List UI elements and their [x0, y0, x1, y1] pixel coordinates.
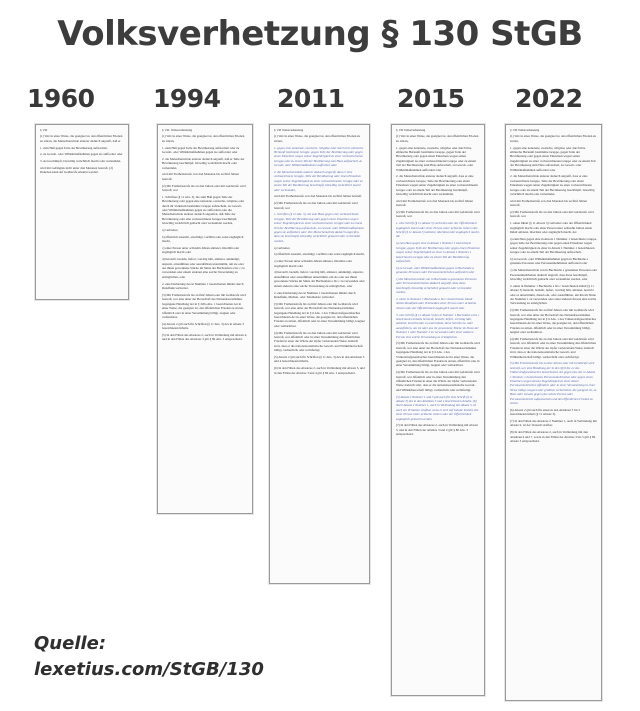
law-paragraph: 2. eine Darbietung des in Nummer 1 bezeichneten Inhalts durch Rundfunk, Medien- oder Teledienste verbreitet.: [274, 290, 356, 299]
law-paragraph: (5) In den Fällen des Absatzes 2, auch in Verbindung mit Absatz 4, und in den Fällen des Absatzes 3 gilt § 86 Abs. 3 entsprechend.: [162, 332, 248, 342]
law-paragraph: wird mit Freiheitsstrafe von drei Monaten bis zu fünf Jahren bestraft.: [510, 198, 587, 208]
law-paragraph: (5) Absatz 2 Nummer 1 und 3 gilt auch für eine Schrift (§ 11 Absatz 3) des in den Absätzen 3 und 4 bezeichneten Inhalts. (6) Nach Absatz 2 Nummer 1, auch in Verbindung mit Absatz 5, ist auch ein Verhalten strafbar, wenn es sich auf Inhalte bezieht, die einer Person unter achtzehn Jahren oder der Öffentlichkeit zugänglich gemacht werden.: [396, 394, 479, 421]
law-paragraph: b) öffentlich ausstellt, anschlägt, vorführt oder sonst zugänglich macht,: [162, 234, 244, 244]
law-paragraph: 1. einen Inhalt (§ 11 Absatz 3) verbreitet oder der Öffentlichkeit zugänglich macht oder einer Person unter achtzehn Jahren einen Inhalt anbietet, überlässt oder zugänglich macht, der: [510, 221, 592, 235]
law-paragraph: (1) Wer in einer Weise, die geeignet ist, den öffentlichen Frieden zu stören, die Menschenwürde anderer dadurch angreift, daß er: [40, 134, 123, 143]
law-paragraph: c) einer Person unter achtzehn Jahren anbietet, überlässt oder zugänglich macht oder: [274, 259, 352, 268]
law-paragraph: (3) Mit Freiheitsstrafe bis zu fünf Jahren oder mit Geldstrafe wird bestraft, wer eine unter der Herrschaft des Nationalsozialismus begangene Handlung der in § 6 Abs. 1 des Völkerstrafgesetzbuches bezeichneten Art in einer Weise, die geeignet ist, den öffentlichen Frieden zu stören, öffentlich oder in einer Versammlung billigt, leugnet oder verharmlost.: [274, 301, 365, 328]
law-paragraph: (7) In den Fällen des Absatzes 2 Nummer 1, auch in Verbindung mit Absatz 6, ist der Versuch strafbar.: [510, 419, 597, 428]
law-paragraph: a) zum Hass gegen eine in Absatz 1 Nummer 1 bezeichnete Gruppe, gegen Teile der Bevölkerung oder gegen einen Einzelnen wegen seiner Zugehörigkeit zu einer in Absatz 1 Nummer 1 bezeichneten Gruppe oder zu einem Teil der Bevölkerung aufstachelt,: [396, 241, 480, 263]
law-paragraph: (1) Wer in einer Weise, die geeignet ist, den öffentlichen Frieden zu stören,: [510, 134, 597, 143]
law-text-column-2011: [269, 124, 370, 584]
law-paragraph: (1) Wer in einer Weise, die geeignet ist, den öffentlichen Frieden zu stören,: [274, 134, 361, 143]
law-paragraph: 2. die Menschenwürde anderer dadurch angreift, dass er eine vorbezeichnete Gruppe, Teile der Bevölkerung oder einen Einzelnen wegen seiner Zugehörigkeit zu einer vorbezeichneten Gruppe oder zu einem Teil der Bevölkerung beschimpft, böswillig verächtlich macht oder verleumdet,: [510, 174, 595, 197]
law-paragraph: 1. gegen eine nationale, rassische, religiöse oder durch ihre ethnische Herkunft bestimmte Gruppe, gegen Teile der Bevölkerung oder gegen einen Einzelnen wegen seiner Zugehörigkeit zu einer vorbezeichneten Gruppe oder zu einem Teil der Bevölkerung zum Hass aufstachelt, zu Gewalt- oder Willkürmaßnahmen auffordert oder: [510, 145, 596, 172]
law-paragraph: a) verbreitet,: [162, 228, 179, 233]
law-paragraph: (1) Wer in einer Weise, die geeignet ist, den öffentlichen Frieden zu stören,: [162, 134, 245, 143]
law-paragraph: (2) Mit Freiheitsstrafe bis zu drei Jahren oder mit Geldstrafe wird bestraft, wer: [510, 210, 594, 219]
law-paragraph: 2. die Menschenwürde anderer dadurch angreift, daß er Teile der Bevölkerung beschimpft, böswillig verächtlich macht oder verleumdet,: [162, 156, 245, 170]
law-paragraph: (4) Mit Freiheitsstrafe bis zu drei Jahren oder mit Geldstrafe wird bestraft, wer öffentlich oder in einer Versammlung den öffentlichen Frieden in einer die Würde der Opfer verletzenden Weise dadurch stört, dass er die nationalsozialistische Gewalt- und Willkürherrschaft billigt, verherrlicht oder rechtfertigt.: [274, 330, 363, 353]
law-paragraph: (4) Absatz 2 gilt auch für Schriften (§ 11 Abs. 3) des in Absatz 3 bezeichneten Inhalts.: [162, 321, 244, 331]
year-label-2011: 2011: [277, 84, 345, 113]
law-paragraph: a) zum Hass gegen eine in Absatz 1 Nummer 1 bezeichnete Gruppe, gegen Teile der Bevölkerung oder gegen einen Einzelnen wegen seiner Zugehörigkeit zu einer in Absatz 1 Nummer 1 bezeichneten Gruppe oder zu einem Teil der Bevölkerung aufstachelt,: [510, 236, 597, 255]
law-text-column-1960: [35, 124, 129, 300]
law-paragraph: 1. zum Haß gegen Teile der Bevölkerung aufstachelt,: [40, 145, 108, 150]
section-heading: § 130 Volksverhetzung: [274, 128, 304, 132]
source-citation: [34, 631, 264, 683]
law-paragraph: c) die Menschenwürde von in Buchstabe a genannten Personen oder Personenmehrheiten dadurch angreift, dass diese beschimpft, böswillig verächtlich gemacht oder verleumdet werden,: [396, 276, 477, 295]
section-heading: § 130: [40, 128, 48, 132]
law-paragraph: (7) In den Fällen des Absatzes 2, auch in Verbindung mit Absatz 5, und in den Fällen der Absätze 3 und 4 gilt § 86 Abs. 3 entsprechend.: [396, 423, 478, 437]
law-paragraph: 1. zum Haß gegen Teile der Bevölkerung aufstachelt oder zu Gewalt- oder Willkürmaßnahmen gegen sie auffordert oder: [162, 145, 240, 155]
law-text-column-2015: [391, 124, 485, 696]
law-paragraph: (2) Mit Freiheitsstrafe bis zu drei Jahren oder mit Geldstrafe wird bestraft, wer: [162, 183, 246, 193]
law-paragraph: wird mit Freiheitsstrafe von drei Monaten bis zu fünf Jahren bestraft.: [162, 172, 239, 181]
section-heading: § 130 Volksverhetzung: [510, 128, 540, 132]
law-paragraph: 3. sie beschimpft, böswillig verächtlich macht oder verleumdet,: [40, 159, 122, 164]
law-paragraph: 2. zu Gewalt- oder Willkürmaßnahmen gegen sie auffordert oder: [40, 152, 123, 157]
law-paragraph: 1. gegen eine nationale, rassische, religiöse oder durch ihre ethnische Herkunft bestimmte Gruppe, gegen Teile der Bevölkerung oder gegen einen Einzelnen wegen seiner Zugehörigkeit zu einer vorbezeichneten Gruppe oder zu einem Teil der Bevölkerung zum Hass aufstachelt, zu Gewalt- oder Willkürmaßnahmen auffordert oder: [396, 145, 476, 172]
law-paragraph: wird mit Gefängnis nicht unter drei Monaten bestraft. (2) Daneben kann auf Geldstrafe erkannt werden.: [40, 166, 113, 175]
law-paragraph: (4) Mit Freiheitsstrafe bis zu drei Jahren oder mit Geldstrafe wird bestraft, wer öffentlich oder in einer Versammlung den öffentlichen Frieden in einer die Würde der Opfer verletzenden Weise dadurch stört, dass er die nationalsozialistische Gewalt- und Willkürherrschaft billigt, verherrlicht oder rechtfertigt.: [396, 370, 480, 392]
law-paragraph: (3) Mit Freiheitsstrafe bis zu fünf Jahren oder mit Geldstrafe wird bestraft, wer eine unter der Herrschaft des Nationalsozialismus begangene Handlung der in § 6 Abs. 1 des Völkerstrafgesetzbuches bezeichneten Art in einer Weise, die geeignet ist, den öffentlichen Frieden zu stören, öffentlich oder in einer Versammlung billigt, leugnet oder verharmlost.: [396, 341, 480, 368]
law-paragraph: b) öffentlich ausstellt, anschlägt, vorführt oder sonst zugänglich macht,: [274, 252, 365, 257]
law-paragraph: 1. gegen eine nationale, rassische, religiöse oder durch ihre ethnische Herkunft bestimmte Gruppe, gegen Teile der Bevölkerung oder gegen einen Einzelnen wegen seiner Zugehörigkeit zu einer vorbezeichneten Gruppe oder zu einem Teil der Bevölkerung zum Hass aufstachelt, zu Gewalt- oder Willkürmaßnahmen auffordert oder: [274, 145, 364, 168]
law-paragraph: (3) Mit Freiheitsstrafe bis zu fünf Jahren oder mit Geldstrafe wird bestraft, wer eine unter der Herrschaft des Nationalsozialismus begangene Handlung der in § 220a Abs. 1 bezeichneten Art in einer Weise, die geeignet ist, den öffentlichen Frieden zu stören, öffentlich oder in einer Versammlung billigt, leugnet oder verharmlost.: [162, 292, 246, 319]
law-paragraph: wird mit Freiheitsstrafe von drei Monaten bis zu fünf Jahren bestraft.: [396, 198, 473, 208]
law-paragraph: c) die Menschenwürde von in Buchstabe a genannten Personen oder Personenmehrheiten dadurch angreift, dass diese beschimpft, böswillig verächtlich gemacht oder verleumdet werden, oder: [510, 268, 598, 281]
law-paragraph: (4) Mit Freiheitsstrafe bis zu drei Jahren oder mit Geldstrafe wird bestraft, wer öffentlich oder in einer Versammlung den öffentlichen Frieden in einer die Würde der Opfer verletzenden Weise dadurch stört, dass er die nationalsozialistische Gewalt- und Willkürherrschaft billigt, verherrlicht oder rechtfertigt.: [510, 336, 596, 359]
law-paragraph: 3. eine Schrift (§ 11 Absatz 3) des in Nummer 1 Buchstabe a bis c bezeichneten Inhalts herstellt, bezieht, liefert, vorrätig hält, anbietet, bewirbt oder es unternimmt, diese Schrift ein- oder auszuführen, um sie oder aus ihr gewonnene Stücke im Sinne der Nummer 1 oder Nummer 2 zu verwenden oder einer anderen Person eine solche Verwendung zu ermöglichen.: [396, 312, 480, 339]
law-paragraph: a) verbreitet,: [274, 245, 291, 250]
law-paragraph: (1) Wer in einer Weise, die geeignet ist, den öffentlichen Frieden zu stören,: [396, 134, 479, 143]
law-paragraph: (3) Mit Freiheitsstrafe bis zu fünf Jahren oder mit Geldstrafe wird bestraft, wer eine unter der Herrschaft des Nationalsozialismus begangene Handlung der in § 6 Abs. 1 des Völkerstrafgesetzbuches bezeichneten Art in einer Weise, die geeignet ist, den öffentlichen Frieden zu stören, öffentlich oder in einer Versammlung billigt, leugnet oder verharmlost.: [510, 308, 596, 335]
page-title: Volksverhetzung § 130 StGB: [57, 14, 583, 54]
law-paragraph: (6) In den Fällen des Absatzes 2, auch in Verbindung mit Absatz 5, und in den Fällen der Absätze 3 und 4 gilt § 86 Abs. 3 entsprechend.: [274, 366, 365, 375]
law-paragraph: c) einer Person unter achtzehn Jahren anbietet, überläßt oder zugänglich macht oder: [162, 246, 240, 255]
law-paragraph: 2. die Menschenwürde anderer dadurch angreift, dass er eine vorbezeichnete Gruppe, Teile der Bevölkerung oder einen Einzelnen wegen seiner Zugehörigkeit zu einer vorbezeichneten Gruppe oder zu einem Teil der Bevölkerung beschimpft, böswillig verächtlich macht oder verleumdet,: [274, 170, 363, 192]
law-paragraph: d) herstellt, bezieht, liefert, vorrätig hält, anbietet, ankündigt, anpreist, einzuführen oder auszuführen unternimmt, um sie oder aus ihnen gewonnene Stücke im Sinne der Buchstaben a bis c zu verwenden oder einem anderen eine solche Verwendung zu ermöglichen, oder: [162, 257, 245, 279]
law-paragraph: d) herstellt, bezieht, liefert, vorrätig hält, anbietet, ankündigt, anpreist, einzuführen oder auszuführen unternimmt, um sie oder aus ihnen gewonnene Stücke im Sinne der Buchstaben a bis c zu verwenden oder einem anderen eine solche Verwendung zu ermöglichen, oder: [274, 270, 365, 288]
section-heading: § 130. Volksverhetzung: [162, 128, 193, 132]
source-url: lexetius.com/StGB/130: [34, 659, 264, 680]
law-text-column-1994: [157, 124, 253, 514]
law-paragraph: 2. eine Darbietung des in Nummer 1 bezeichneten Inhalts durch Rundfunk verbreitet.: [162, 281, 244, 291]
law-paragraph: 2. die Menschenwürde anderer dadurch angreift, dass er eine vorbezeichnete Gruppe, Teile der Bevölkerung oder einen Einzelnen wegen seiner Zugehörigkeit zu einer vorbezeichneten Gruppe oder zu einem Teil der Bevölkerung beschimpft, böswillig verächtlich macht oder verleumdet,: [396, 174, 478, 197]
law-paragraph: 1. Schriften (§ 11 Abs. 3), die zum Haß gegen Teile der Bevölkerung oder gegen eine nationale, rassische, religiöse oder durch ihr Volkstum bestimmte Gruppe aufstacheln, zu Gewalt- oder Willkürmaßnahmen gegen sie auffordern oder die Menschenwürde anderer dadurch angreifen, daß Teile der Bevölkerung oder eine vorbezeichnete Gruppe beschimpft, böswillig verächtlich gemacht oder verleumdet werden,: [162, 194, 245, 226]
law-paragraph: (8) In den Fällen des Absatzes 2, auch in Verbindung mit den Absätzen 6 und 7, sowie in den Fällen der Absätze 3 bis 5 gilt § 86 Absatz 3 entsprechend.: [510, 430, 596, 444]
law-paragraph: b) zu Gewalt- oder Willkürmaßnahmen gegen in Buchstabe a genannte Personen oder Personenmehrheiten auffordert oder: [510, 256, 589, 266]
law-paragraph: b) zu Gewalt- oder Willkürmaßnahmen gegen in Buchstabe a genannte Personen oder Personenmehrheiten auffordert oder: [396, 265, 475, 275]
year-label-2015: 2015: [397, 84, 465, 113]
law-paragraph: 2. einen in Nummer 1 Buchstabe a bis c bezeichneten Inhalt mittels Rundfunk oder Telemedien einer Person unter achtzehn Jahren oder der Öffentlichkeit zugänglich macht oder: [396, 296, 477, 310]
law-paragraph: (6) Absatz 2 gilt auch für einen in den Absätzen 3 bis 5 bezeichneten Inhalt (§ 11 Absatz 3).: [510, 407, 581, 417]
section-heading: § 130 Volksverhetzung: [396, 128, 426, 132]
law-paragraph: (2) Mit Freiheitsstrafe bis zu drei Jahren oder mit Geldstrafe wird bestraft, wer: [274, 201, 358, 210]
year-label-1994: 1994: [153, 84, 221, 113]
law-paragraph: (5) Absatz 2 gilt auch für Schriften (§ 11 Abs. 3) des in den Absätzen 3 und 4 bezeichneten Inhalts.: [274, 354, 365, 364]
law-paragraph: 2. einen in Nummer 1 Buchstabe a bis c bezeichneten Inhalt (§ 11 Absatz 3) herstellt, bezieht, liefert, vorrätig hält, anbietet, bewirbt oder es unternimmt, diesen ein- oder auszuführen, um ihn im Sinne der Nummer 1 zu verwenden oder einer anderen Person eine solche Verwendung zu ermöglichen.: [510, 283, 597, 306]
law-paragraph: (5) Mit Freiheitsstrafe bis zu drei Jahren oder mit Geldstrafe wird bestraft, wer eine Handlung der in den §§ 6 bis 12 des Völkerstrafgesetzbuches bezeichneten Art gegen eine der in Absatz 1 Nummer 1 bezeichneten Personenmehrheiten oder gegen einen Einzelnen wegen dessen Zugehörigkeit zu einer dieser Personenmehrheiten öffentlich oder in einer Versammlung in einer Weise billigt, leugnet oder gröblich verharmlost, die geeignet ist, zu Hass oder Gewalt gegen eine solche Person oder Personenmehrheit aufzustacheln und den öffentlichen Frieden zu stören.: [510, 361, 597, 406]
source-label: Quelle:: [34, 633, 107, 654]
year-label-1960: 1960: [27, 84, 95, 113]
year-label-2022: 2022: [515, 84, 583, 113]
law-paragraph: wird mit Freiheitsstrafe von drei Monaten bis zu fünf Jahren bestraft.: [274, 194, 363, 199]
law-paragraph: 1. eine Schrift (§ 11 Absatz 3) verbreitet oder der Öffentlichkeit zugänglich macht oder einer Person unter achtzehn Jahren eine Schrift (§ 11 Absatz 3) anbietet, überlässt oder zugänglich macht, die: [396, 221, 480, 239]
law-text-column-2022: [505, 124, 602, 701]
law-paragraph: 1. Schriften (§ 11 Abs. 3), die zum Hass gegen eine vorbezeichnete Gruppe, Teile der Bevölkerung oder gegen einen Einzelnen wegen seiner Zugehörigkeit zu einer vorbezeichneten Gruppe oder zu einem Teil der Bevölkerung aufstacheln, zu Gewalt- oder Willkürmaßnahmen gegen sie auffordern oder ihre Menschenwürde dadurch angreifen, dass sie beschimpft, böswillig verächtlich gemacht oder verleumdet werden,: [274, 212, 365, 243]
law-paragraph: (2) Mit Freiheitsstrafe bis zu drei Jahren oder mit Geldstrafe wird bestraft, wer: [396, 210, 480, 219]
